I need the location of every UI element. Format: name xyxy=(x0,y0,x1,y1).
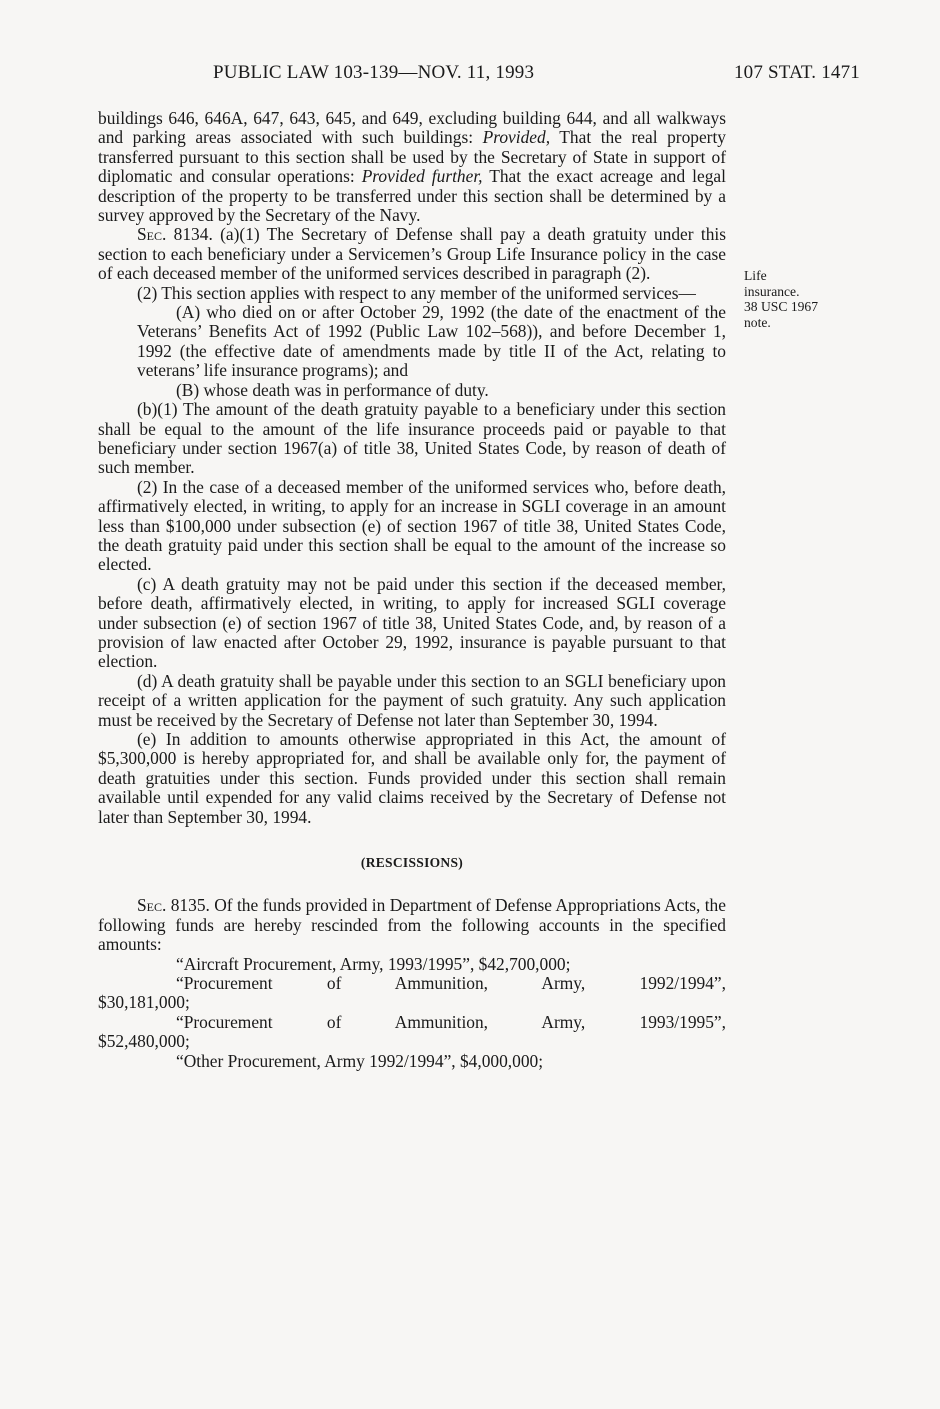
section-label: Sec. 8134. xyxy=(137,224,213,245)
italic-text: Provided further, xyxy=(361,166,483,187)
italic-text: Provided, xyxy=(482,127,551,148)
paragraph-b2: (2) In the case of a deceased member of the uniformed services who, before death, affirmatively elected, in writing, to apply for an increase in SGLI coverage in an amount less than $100,000 under subsection (e) of section 1967 of title 38, United States Code, the death gratuity paid under this section shall be equal to the amount of the increase so elected. xyxy=(98,476,726,575)
text-run: (B) whose death was in performance of duty. xyxy=(176,379,489,400)
paragraph-d: (d) A death gratuity shall be payable under this section to an SGLI beneficiary upon receipt of a written application for the payment of such gratuity. Any such application must be received by the Secretary of Defense not later than September 30, 1994. xyxy=(98,670,726,730)
text-run: (A) who died on or after October 29, 1992 (the date of the enactment of the Veterans’ Benefits Act of 1992 (Public Law 102–568)), and before December 1, 1992 (the effective date of amendments made by title II of the Act, relating to veterans’ life insurance programs); and xyxy=(137,302,726,381)
rescission-item: “Procurement of Ammunition, Army, 1993/1995”, xyxy=(176,1011,726,1032)
section-8134 xyxy=(98,225,726,283)
paragraph-a2: (2) This section applies with respect to any member of the uniformed services— xyxy=(137,282,696,303)
margin-note-line: insurance. xyxy=(744,283,800,299)
rescission-amount: $52,480,000; xyxy=(98,1031,190,1052)
paragraph-e: (e) In addition to amounts otherwise appropriated in this Act, the amount of $5,300,000 is hereby appropriated for, and shall be available only for, the payment of death gratuities under this section. Funds provided under this section shall remain available until expended for any valid claims received by the Secretary of Defense not later than September 30, 1994. xyxy=(98,729,726,827)
paragraph-continuation xyxy=(98,109,726,225)
body-text xyxy=(98,109,726,1071)
margin-note-line: Life xyxy=(744,268,767,283)
text-run: That the exact acreage and legal description of the property to be transferred under this section shall be determined by a survey approved by the Secretary of the Navy. xyxy=(98,166,726,226)
section-8135 xyxy=(98,896,726,954)
rescission-item: “Other Procurement, Army 1992/1994”, $4,000,000; xyxy=(176,1050,544,1071)
rescissions-heading: (RESCISSIONS) xyxy=(360,855,464,871)
paragraph-c: (c) A death gratuity may not be paid under this section if the deceased member, before death, affirmatively elected, in writing, to apply for increased SGLI coverage under subsection (e) of section 1967 of title 38, United States Code, and, by reason of a provision of law enacted after October 29, 1992, insurance is payable pursuant to that election. xyxy=(98,573,726,672)
rescission-item: “Procurement of Ammunition, Army, 1992/1994”, xyxy=(176,973,726,994)
rescission-amount: $30,181,000; xyxy=(98,992,190,1013)
running-header-title: PUBLIC LAW 103-139—NOV. 11, 1993 xyxy=(213,62,535,83)
section-text: Of the funds provided in Department of Defense Appropriations Acts, the following funds are hereby rescinded from the following accounts in the specified amounts: xyxy=(98,895,726,955)
margin-note-line: 38 USC 1967 xyxy=(744,299,819,315)
text-run: That the real property transferred pursuant to this section shall be used by the Secretary of State in support of diplomatic and consular operations: xyxy=(98,127,726,187)
rescission-item: “Aircraft Procurement, Army, 1993/1995”, $42,700,000; xyxy=(176,953,571,974)
text-run: buildings 646, 646A, 647, 643, 645, and 649, excluding building 644, and all walkways and parking areas associated with such buildings: xyxy=(98,108,726,148)
section-label: Sec. 8135. xyxy=(137,895,210,916)
section-text: (a)(1) The Secretary of Defense shall pay a death gratuity under this section to each beneficiary under a Servicemen’s Group Life Insurance policy in the case of each deceased member of the uniformed services described in paragraph (2). xyxy=(98,224,726,284)
running-header-page-ref: 107 STAT. 1471 xyxy=(733,62,860,83)
margin-note xyxy=(744,268,854,330)
paragraph-b1: (b)(1) The amount of the death gratuity payable to a beneficiary under this section shall be equal to the amount of the life insurance proceeds paid or payable to that beneficiary under section 1967(a) of title 38, United States Code, by reason of death of such member. xyxy=(98,399,726,478)
subparagraph-a2B xyxy=(98,381,726,400)
subparagraph-a2A xyxy=(98,303,726,381)
margin-note-line: note. xyxy=(744,314,771,330)
